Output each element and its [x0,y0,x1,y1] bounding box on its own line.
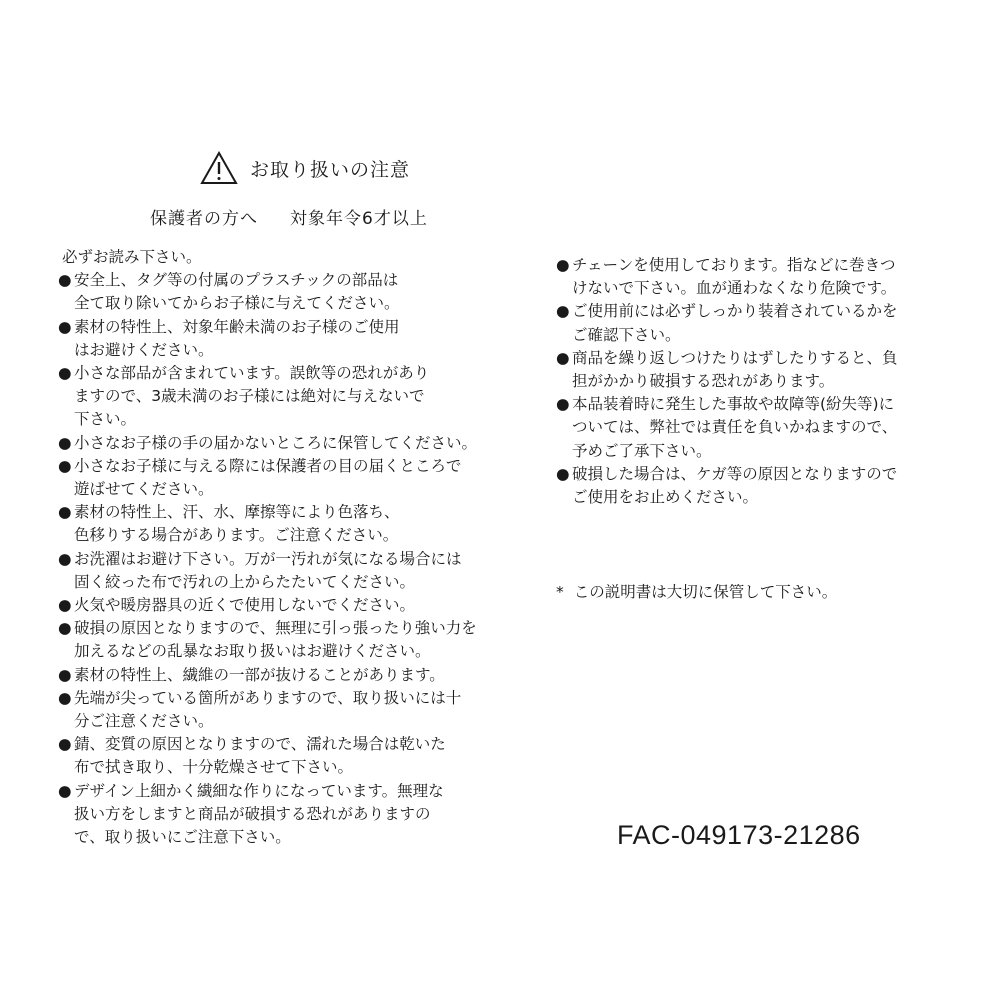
note-mark: * [556,583,564,601]
subtitle [150,204,428,229]
left-column-item-text: 先端が尖っている箇所がありますので、取り扱いには十 [74,688,462,707]
left-column-item [58,269,477,315]
bullet-icon: ● [58,317,72,336]
left-column-item-line [58,803,477,826]
left-column [58,246,477,849]
bullet-icon: ● [58,364,72,383]
right-column-item [556,254,898,300]
left-column-item-text: 全て取り除いてからお子様に与えてください。 [74,294,400,313]
bullet-icon: ● [556,395,570,414]
right-column-item-text: 予めご了承下さい。 [572,441,712,460]
right-column-item-line [556,254,898,277]
left-column-item-text: 加えるなどの乱暴なお取り扱いはお避けください。 [74,642,431,661]
bullet-icon: ● [556,464,570,483]
left-column-item-line [58,292,477,315]
left-column-item-text: で、取り扱いにご注意下さい。 [74,828,291,847]
left-column-item [58,780,477,850]
product-code: FAC-049173-21286 [617,820,861,850]
left-column-item-line [58,664,477,687]
left-column-item [58,664,477,687]
left-column-item [58,733,477,779]
right-column [556,254,898,509]
left-column-item-line [58,269,477,292]
left-column-item-line [58,733,477,756]
bullet-icon: ● [58,433,72,452]
left-column-item-line [58,571,477,594]
left-column-item-line [58,316,477,339]
right-column-item-line [556,440,898,463]
left-column-item-line [58,501,477,524]
left-column-item-text: ますので、3歳未満のお子様には絶対に与えないで [74,387,425,406]
right-column-item-line [556,370,898,393]
right-column-item-line [556,393,898,416]
lead-text: 必ずお読み下さい。 [62,248,202,266]
left-column-item-text: 小さな部品が含まれています。誤飲等の恐れがあり [74,364,430,383]
left-column-item [58,617,477,663]
left-column-item-text: お洗濯はお避け下さい。万が一汚れが気になる場合には [74,549,462,568]
note-text: この説明書は大切に保管して下さい。 [573,583,838,601]
right-column-item-text: 本品装着時に発生した事故や故障等(紛失等)に [572,395,895,414]
right-column-item-text: ご確認下さい。 [572,325,681,344]
left-column-item-text: 素材の特性上、繊維の一部が抜けることがあります。 [74,665,445,684]
right-column-item-line [556,347,898,370]
left-column-item-line [58,408,477,431]
left-column-item [58,455,477,501]
right-column-item-line [556,463,898,486]
bullet-icon: ● [58,735,72,754]
left-column-item-text: 小さなお子様の手の届かないところに保管してください。 [74,433,478,452]
left-column-item-text: 布で拭き取り、十分乾燥させて下さい。 [74,758,354,777]
right-column-item-text: チェーンを使用しております。指などに巻きつ [572,256,896,274]
left-column-item-text: 破損の原因となりますので、無理に引っ張ったり強い力を [74,619,477,638]
left-column-item-text: 火気や暖房器具の近くで使用しないでください。 [74,596,416,615]
left-column-item-line [58,687,477,710]
bullet-icon: ● [58,456,72,475]
left-column-item-line [58,710,477,733]
bullet-icon: ● [556,302,570,321]
left-column-item-line [58,339,477,362]
left-column-item [58,548,477,594]
right-column-item-line [556,486,898,509]
bullet-icon: ● [556,256,570,274]
left-column-item [58,501,477,547]
right-column-item [556,393,898,463]
left-column-item [58,687,477,733]
storage-note [556,580,837,602]
left-column-item-line [58,594,477,617]
left-column-item-line [58,455,477,478]
right-column-item-text: 破損した場合は、ケガ等の原因となりますので [572,464,898,483]
left-column-item-text: 分ご注意ください。 [74,712,214,731]
left-column-item-line [58,826,477,849]
left-column-item-line [58,640,477,663]
left-column-item-line [58,362,477,385]
left-column-item-text: 錆、変質の原因となりますので、濡れた場合は乾いた [74,735,446,754]
right-column-item-text: ご使用前には必ずしっかり装着されているかを [572,302,898,321]
bullet-icon: ● [58,549,72,568]
title-block [200,148,410,188]
bullet-icon: ● [58,619,72,638]
left-column-item-text: 色移りする場合があります。ご注意ください。 [74,526,399,545]
bullet-icon: ● [58,503,72,522]
left-column-item [58,362,477,432]
right-column-item-text: ついては、弊社では責任を負いかねますので、 [572,418,898,437]
page-title: お取り扱いの注意 [250,158,411,181]
left-column-item [58,432,477,455]
left-column-item-line [58,478,477,501]
left-column-item-text: 扱い方をしますと商品が破損する恐れがありますの [74,804,431,823]
bullet-icon: ● [58,781,72,800]
left-column-item-text: 固く絞った布で汚れの上からたたいてください。 [74,572,416,591]
left-column-item-line [58,756,477,779]
right-column-item-line [556,324,898,347]
left-column-item-text: 素材の特性上、汗、水、摩擦等により色落ち、 [74,503,400,522]
left-column-item-text: 遊ばせてください。 [74,480,214,499]
lead-text-item [58,246,477,269]
left-column-item-line [58,524,477,547]
audience-label: 保護者の方へ [150,209,258,229]
bullet-icon: ● [556,348,570,367]
bullet-icon: ● [58,688,72,707]
right-column-item-text: ご使用をお止めください。 [572,488,759,507]
left-column-item-line [58,617,477,640]
right-column-item-line [556,416,898,439]
right-column-item-line [556,300,898,323]
bullet-icon: ● [58,271,72,290]
right-column-item-line [556,277,898,300]
right-column-item-text: 商品を繰り返しつけたりはずしたりすると、負 [572,348,898,367]
right-column-item [556,463,898,509]
right-column-item-text: けないで下さい。血が通わなくなり危険です。 [572,279,897,298]
bullet-icon: ● [58,596,72,615]
right-column-item [556,300,898,346]
left-column-item-text: 小さなお子様に与える際には保護者の目の届くところで [74,456,462,475]
warning-icon [200,151,238,185]
left-column-item-text: 安全上、タグ等の付属のプラスチックの部品は [74,271,399,290]
left-column-item-line [58,780,477,803]
left-column-item-line [58,385,477,408]
left-column-item-line [58,548,477,571]
bullet-icon: ● [58,665,72,684]
left-column-item-line [58,432,477,455]
right-column-item [556,347,898,393]
left-column-item [58,316,477,362]
age-target-label: 対象年令6才以上 [290,209,428,229]
left-column-item-text: 素材の特性上、対象年齢未満のお子様のご使用 [74,317,400,336]
right-column-item-text: 担がかかり破損する恐れがあります。 [572,372,835,391]
left-column-item-text: デザイン上細かく繊細な作りになっています。無理な [74,781,444,800]
left-column-item-text: 下さい。 [74,410,137,429]
left-column-item [58,594,477,617]
left-column-item-text: はお避けください。 [74,340,214,359]
